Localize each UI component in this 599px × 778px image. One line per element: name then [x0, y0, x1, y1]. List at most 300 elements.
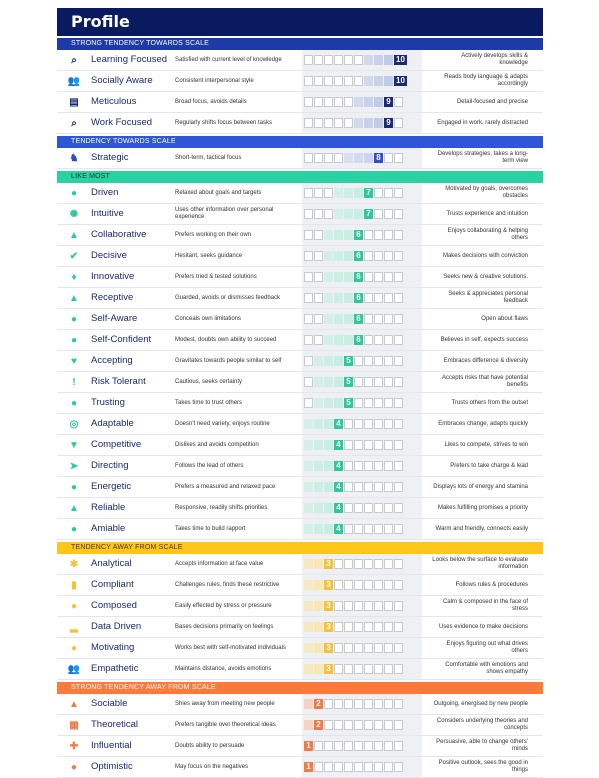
low-descriptor: Responsive, readily shifts priorities [175, 504, 268, 511]
score-scale [302, 554, 422, 574]
scale-cell [394, 209, 403, 219]
score-scale [302, 638, 422, 658]
scale-cell [314, 741, 323, 751]
scale-cell [364, 251, 373, 261]
scale-cell [314, 230, 323, 240]
low-descriptor: Works best with self-motivated individuals [175, 644, 286, 651]
scale-cell [324, 699, 333, 709]
trait-row [57, 351, 543, 372]
scale-cell [374, 118, 383, 128]
low-descriptor: Consistent interpersonal style [175, 77, 254, 84]
scale-cell [374, 482, 383, 492]
score-scale [302, 694, 422, 714]
trait-row [57, 435, 543, 456]
high-descriptor: Follows rules & procedures [455, 581, 528, 588]
scale-cell [394, 762, 403, 772]
page-title: Profile [57, 8, 543, 36]
lightbulb-icon: ♦ [71, 271, 77, 283]
scale-cell [374, 188, 383, 198]
high-descriptor: Accepts risks that have potential benefits [441, 375, 528, 388]
low-descriptor: Prefers tangible over theoretical ideas [175, 721, 276, 728]
trait-name: Empathetic [91, 663, 139, 674]
scale-cell [334, 720, 343, 730]
scale-cell [364, 503, 373, 513]
low-descriptor: Gravitates towards people similar to self [175, 357, 282, 364]
score-scale [302, 393, 422, 413]
score-value: 10 [394, 55, 407, 65]
scale-cell [354, 524, 363, 534]
alert-icon: ! [72, 376, 76, 388]
scale-cell [384, 524, 393, 534]
scale-cell [364, 398, 373, 408]
scale-cell [354, 398, 363, 408]
puzzle-icon: ✱ [69, 558, 79, 570]
trait-row [57, 477, 543, 498]
scale-cell [354, 503, 363, 513]
trait-name: Optimistic [91, 761, 133, 772]
score-value: 4 [334, 461, 343, 471]
scale-cell [324, 55, 333, 65]
trait-row [57, 267, 543, 288]
trait-row [57, 638, 543, 659]
scale-cell [374, 356, 383, 366]
scale-cell [324, 293, 333, 303]
low-descriptor: Prefers working on their own [175, 231, 252, 238]
flask-icon: ▲ [69, 292, 79, 304]
scale-cell [384, 398, 393, 408]
trait-row [57, 757, 543, 778]
high-descriptor: Considers underlying theories and concepts [436, 718, 528, 731]
score-scale [302, 435, 422, 455]
low-descriptor: Dislikes and avoids competition [175, 441, 259, 448]
scale-cell [304, 335, 313, 345]
scale-cell [384, 664, 393, 674]
score-scale [302, 351, 422, 371]
trait-row [57, 92, 543, 113]
trait-row [57, 596, 543, 617]
trait-row [57, 575, 543, 596]
person-icon: ● [70, 313, 78, 325]
score-value: 3 [324, 622, 333, 632]
trait-name: Adaptable [91, 418, 134, 429]
scale-cell [344, 272, 353, 282]
low-descriptor: Regularly shifts focus between tasks [175, 119, 273, 126]
score-scale [302, 617, 422, 637]
trait-name: Innovative [91, 271, 135, 282]
low-descriptor: Broad focus, avoids details [175, 98, 247, 105]
scale-cell [344, 118, 353, 128]
scale-cell [384, 314, 393, 324]
scale-cell [394, 741, 403, 751]
trait-row [57, 715, 543, 736]
score-value: 6 [354, 251, 363, 261]
trait-name: Risk Tolerant [91, 376, 146, 387]
score-scale [302, 113, 422, 133]
score-value: 2 [314, 720, 323, 730]
section-header: TENDENCY TOWARDS SCALE [57, 136, 543, 148]
high-descriptor: Develops strategies, takes a long-term view [437, 151, 528, 164]
trait-row [57, 372, 543, 393]
scale-cell [364, 230, 373, 240]
scale-cell [344, 482, 353, 492]
scale-cell [304, 622, 313, 632]
scale-cell [364, 335, 373, 345]
scale-cell [304, 188, 313, 198]
scale-cell [324, 209, 333, 219]
high-descriptor: Seeks & appreciates personal feedback [448, 291, 528, 304]
score-value: 3 [324, 601, 333, 611]
scale-cell [354, 356, 363, 366]
trait-name: Work Focused [91, 117, 153, 128]
scale-cell [394, 720, 403, 730]
score-scale [302, 715, 422, 735]
bar-chart-icon: ▂ [70, 621, 78, 633]
trait-name: Collaborative [91, 229, 147, 240]
gear-icon: ✺ [69, 208, 79, 220]
scale-cell [324, 720, 333, 730]
scale-cell [304, 97, 313, 107]
section-header: LIKE MOST [57, 171, 543, 183]
low-descriptor: May focus on the negatives [175, 763, 249, 770]
scale-cell [304, 524, 313, 534]
high-descriptor: Prefers to take charge & lead [450, 462, 528, 469]
scale-cell [304, 559, 313, 569]
scale-cell [354, 377, 363, 387]
scale-cell [354, 188, 363, 198]
scale-cell [344, 76, 353, 86]
scale-cell [344, 559, 353, 569]
trait-row [57, 498, 543, 519]
trait-name: Intuitive [91, 208, 124, 219]
score-scale [302, 50, 422, 70]
scale-cell [344, 664, 353, 674]
person-icon: ● [70, 334, 78, 346]
scale-cell [374, 230, 383, 240]
trait-row [57, 736, 543, 757]
scale-cell [334, 153, 343, 163]
scale-cell [364, 293, 373, 303]
trait-row [57, 456, 543, 477]
scale-cell [354, 699, 363, 709]
scale-cell [344, 251, 353, 261]
trait-name: Analytical [91, 558, 132, 569]
scale-cell [364, 153, 373, 163]
scale-cell [324, 230, 333, 240]
scale-cell [354, 741, 363, 751]
score-scale [302, 498, 422, 518]
scale-cell [314, 419, 323, 429]
scale-cell [324, 762, 333, 772]
high-descriptor: Calm & composed in the face of stress [442, 599, 528, 612]
scale-cell [314, 76, 323, 86]
scale-cell [324, 377, 333, 387]
score-scale [302, 596, 422, 616]
scale-cell [384, 762, 393, 772]
scale-cell [314, 559, 323, 569]
scale-cell [354, 118, 363, 128]
scale-cell [334, 55, 343, 65]
trait-name: Data Driven [91, 621, 142, 632]
scale-cell [324, 440, 333, 450]
low-descriptor: Takes time to build rapport [175, 525, 246, 532]
scale-cell [314, 440, 323, 450]
scale-cell [304, 601, 313, 611]
scale-cell [324, 272, 333, 282]
trait-name: Compliant [91, 579, 134, 590]
scale-cell [384, 230, 393, 240]
score-scale [302, 288, 422, 308]
scale-cell [324, 419, 333, 429]
score-value: 9 [384, 97, 393, 107]
score-value: 7 [364, 209, 373, 219]
trait-name: Accepting [91, 355, 133, 366]
scale-cell [304, 377, 313, 387]
scale-cell [304, 482, 313, 492]
scale-cell [324, 76, 333, 86]
scale-cell [374, 643, 383, 653]
low-descriptor: Takes time to trust others [175, 399, 243, 406]
scale-cell [374, 559, 383, 569]
scale-cell [334, 643, 343, 653]
scale-cell [394, 440, 403, 450]
high-descriptor: Actively develops skills & knowledge [461, 53, 528, 66]
scale-cell [354, 97, 363, 107]
score-scale [302, 736, 422, 756]
scale-cell [364, 314, 373, 324]
scale-cell [304, 314, 313, 324]
high-descriptor: Positive outlook, sees the good in things [438, 760, 528, 773]
scale-cell [364, 482, 373, 492]
scale-cell [364, 118, 373, 128]
scale-cell [304, 440, 313, 450]
high-descriptor: Detail-focused and precise [456, 98, 528, 105]
scale-cell [384, 461, 393, 471]
scale-cell [394, 559, 403, 569]
scale-cell [374, 398, 383, 408]
low-descriptor: Doubts ability to persuade [175, 742, 245, 749]
scale-cell [334, 622, 343, 632]
scale-cell [374, 664, 383, 674]
low-descriptor: Modest, doubts own ability to succeed [175, 336, 277, 343]
score-value: 3 [324, 664, 333, 674]
scale-cell [374, 419, 383, 429]
score-value: 6 [354, 335, 363, 345]
scale-cell [334, 118, 343, 128]
scale-cell [384, 580, 393, 590]
scale-cell [384, 377, 393, 387]
scale-cell [324, 356, 333, 366]
book-icon: ▦ [69, 719, 79, 731]
check-icon: ✔ [69, 250, 79, 262]
trait-name: Learning Focused [91, 54, 168, 65]
score-value: 7 [364, 188, 373, 198]
scale-cell [364, 622, 373, 632]
scale-cell [374, 377, 383, 387]
scale-cell [344, 622, 353, 632]
score-value: 3 [324, 559, 333, 569]
score-value: 2 [314, 699, 323, 709]
scale-cell [394, 335, 403, 345]
score-scale [302, 267, 422, 287]
low-descriptor: Hesitant, seeks guidance [175, 252, 243, 259]
score-scale [302, 659, 422, 679]
scale-cell [314, 188, 323, 198]
scale-cell [364, 440, 373, 450]
scale-cell [394, 230, 403, 240]
high-descriptor: Likes to compete, strives to win [444, 441, 528, 448]
scale-cell [364, 419, 373, 429]
scale-cell [314, 503, 323, 513]
high-descriptor: Makes decisions with conviction [442, 252, 528, 259]
scale-cell [314, 482, 323, 492]
scale-cell [304, 209, 313, 219]
scale-cell [344, 419, 353, 429]
trait-row [57, 71, 543, 92]
scale-cell [374, 503, 383, 513]
high-descriptor: Trusts others from the outset [451, 399, 528, 406]
scale-cell [394, 482, 403, 492]
trait-row [57, 659, 543, 680]
scale-cell [304, 503, 313, 513]
scale-cell [304, 118, 313, 128]
group-icon: ▲ [69, 698, 79, 710]
scale-cell [314, 461, 323, 471]
scale-cell [324, 503, 333, 513]
scale-cell [314, 643, 323, 653]
scale-cell [344, 97, 353, 107]
scale-cell [334, 398, 343, 408]
scale-cell [354, 580, 363, 590]
scale-cell [304, 720, 313, 730]
scale-cell [314, 398, 323, 408]
score-scale [302, 92, 422, 112]
score-scale [302, 309, 422, 329]
scale-cell [344, 209, 353, 219]
high-descriptor: Outgoing, energised by new people [433, 700, 528, 707]
scale-cell [394, 377, 403, 387]
scale-cell [324, 97, 333, 107]
people-icon: 👥 [67, 75, 81, 87]
high-descriptor: Persuasive, able to change others' minds [436, 739, 528, 752]
scale-cell [314, 272, 323, 282]
heart-icon: ♥ [71, 355, 77, 367]
signpost-icon: ➤ [69, 460, 79, 472]
scale-cell [334, 762, 343, 772]
scale-cell [394, 293, 403, 303]
scale-cell [394, 419, 403, 429]
scale-cell [334, 580, 343, 590]
scale-cell [324, 251, 333, 261]
scale-cell [384, 720, 393, 730]
scale-cell [314, 622, 323, 632]
trait-row [57, 309, 543, 330]
scale-cell [364, 377, 373, 387]
scale-cell [334, 230, 343, 240]
profile-page [57, 8, 543, 778]
scale-cell [394, 314, 403, 324]
scale-cell [344, 601, 353, 611]
scale-cell [364, 720, 373, 730]
scale-cell [334, 601, 343, 611]
scale-cell [384, 440, 393, 450]
section-header: STRONG TENDENCY AWAY FROM SCALE [57, 682, 543, 694]
person-icon: ● [70, 523, 78, 535]
scale-cell [344, 503, 353, 513]
low-descriptor: Shies away from meeting new people [175, 700, 275, 707]
scale-cell [384, 153, 393, 163]
scale-cell [314, 524, 323, 534]
low-descriptor: Prefers tried & tested solutions [175, 273, 257, 280]
score-value: 8 [374, 153, 383, 163]
score-scale [302, 330, 422, 350]
low-descriptor: Bases decisions primarily on feelings [175, 623, 274, 630]
scale-cell [344, 314, 353, 324]
trait-name: Trusting [91, 397, 125, 408]
scale-cell [334, 356, 343, 366]
scale-cell [304, 664, 313, 674]
scale-cell [344, 580, 353, 590]
scale-cell [304, 419, 313, 429]
score-value: 3 [324, 580, 333, 590]
scale-cell [344, 762, 353, 772]
section-header: TENDENCY AWAY FROM SCALE [57, 542, 543, 554]
scale-cell [374, 76, 383, 86]
scale-cell [384, 643, 393, 653]
scale-cell [344, 440, 353, 450]
scale-cell [314, 314, 323, 324]
scale-cell [374, 741, 383, 751]
scale-cell [364, 741, 373, 751]
low-descriptor: Follows the lead of others [175, 462, 244, 469]
scale-cell [384, 272, 393, 282]
trait-row [57, 148, 543, 169]
high-descriptor: Engaged in work, rarely distracted [437, 119, 528, 126]
scale-cell [354, 482, 363, 492]
scale-cell [374, 580, 383, 590]
high-descriptor: Trusts experience and intuition [446, 210, 528, 217]
high-descriptor: Reads body language & adapts accordingly [444, 74, 528, 87]
score-value: 4 [334, 440, 343, 450]
person-icon: ● [70, 187, 78, 199]
document-icon: ▮ [71, 579, 77, 591]
score-value: 9 [384, 118, 393, 128]
scale-cell [344, 741, 353, 751]
trait-name: Energetic [91, 481, 132, 492]
score-scale [302, 225, 422, 245]
scale-cell [344, 699, 353, 709]
scale-cell [344, 643, 353, 653]
trait-row [57, 246, 543, 267]
scale-cell [384, 741, 393, 751]
scale-cell [354, 559, 363, 569]
trait-name: Influential [91, 740, 132, 751]
scale-cell [324, 461, 333, 471]
scale-cell [304, 643, 313, 653]
scale-cell [384, 55, 393, 65]
trait-name: Socially Aware [91, 75, 153, 86]
scale-cell [364, 76, 373, 86]
scale-cell [354, 419, 363, 429]
scale-cell [324, 524, 333, 534]
scale-cell [314, 55, 323, 65]
scale-cell [334, 293, 343, 303]
scale-cell [394, 356, 403, 366]
trait-row [57, 554, 543, 575]
score-value: 6 [354, 272, 363, 282]
scale-cell [384, 601, 393, 611]
scale-cell [334, 272, 343, 282]
scale-cell [344, 230, 353, 240]
